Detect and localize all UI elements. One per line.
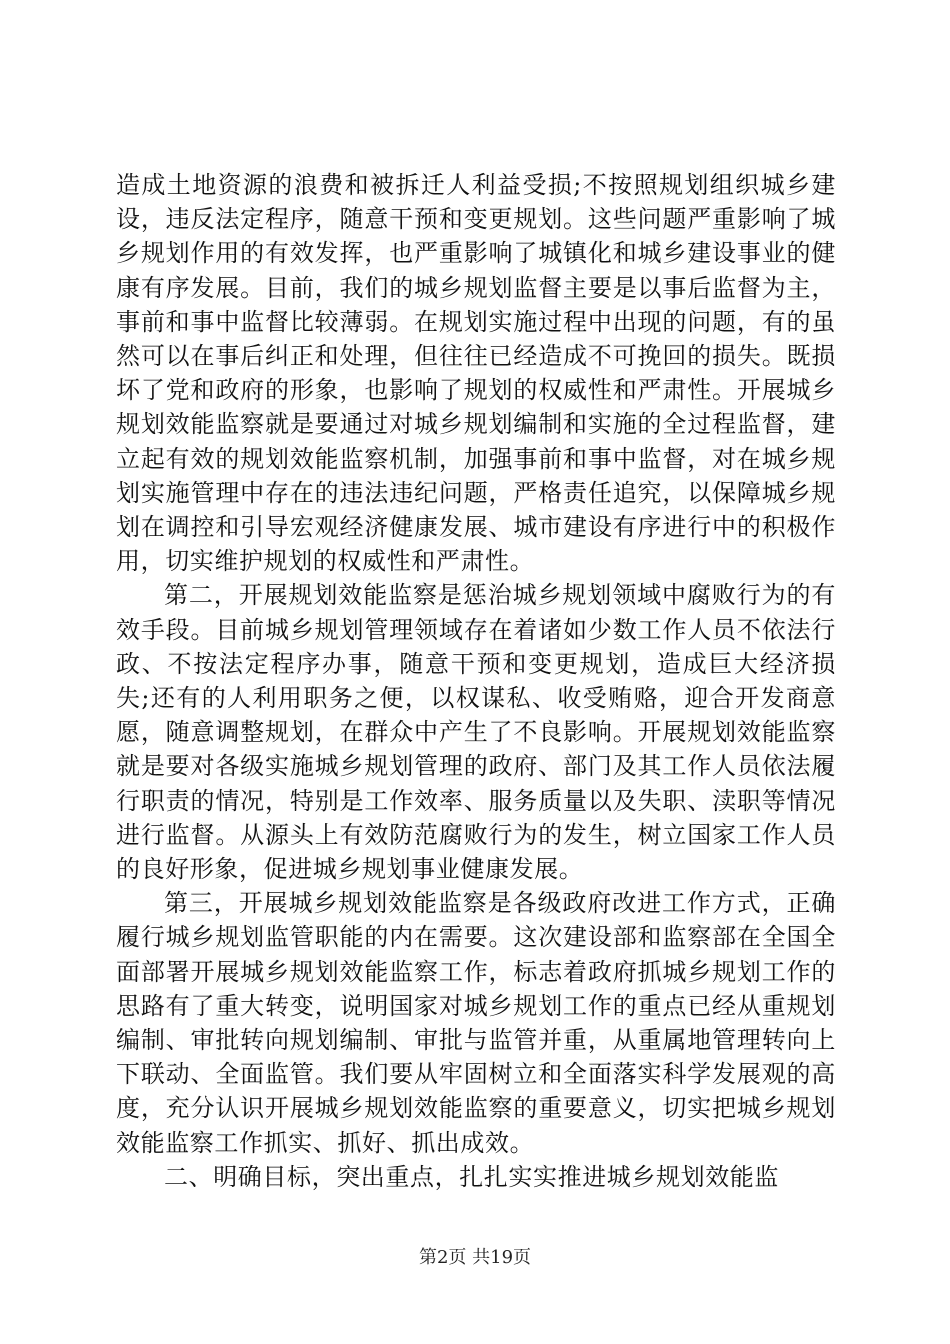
paragraph-continuation: 造成土地资源的浪费和被拆迁人利益受损;不按照规划组织城乡建设，违反法定程序，随意干预和变更规划。这些问题严重影响了城乡规划作用的有效发挥，也严重影响了城镇化和城乡建设事业的健康有序发展。目前，我们的城乡规划监督主要是以事后监督为主，事前和事中监督比较薄弱。在规划实施过程中出现的问题，有的虽然可以在事后纠正和处理，但往往已经造成不可挽回的损失。既损坏了党和政府的形象，也影响了规划的权威性和严肃性。开展城乡规划效能监察就是要通过对城乡规划编制和实施的全过程监督，建立起有效的规划效能监察机制，加强事前和事中监督，对在城乡规划实施管理中存在的违法违纪问题，严格责任追究，以保障城乡规划在调控和引导宏观经济健康发展、城市建设有序进行中的积极作用，切实维护规划的权威性和严肃性。 bbox=[116, 171, 836, 576]
document-body bbox=[116, 168, 836, 1194]
section-heading-two: 二、明确目标，突出重点，扎扎实实推进城乡规划效能监 bbox=[164, 1162, 779, 1191]
page-number-footer: 第2页 共19页 bbox=[418, 1247, 532, 1268]
paragraph-second-point: 第二，开展规划效能监察是惩治城乡规划领域中腐败行为的有效手段。目前城乡规划管理领域存在着诸如少数工作人员不依法行政、不按法定程序办事，随意干预和变更规划，造成巨大经济损失;还有的人利用职务之便，以权谋私、收受贿赂，迎合开发商意愿，随意调整规划，在群众中产生了不良影响。开展规划效能监察就是要对各级实施城乡规划管理的政府、部门及其工作人员依法履行职责的情况，特别是工作效率、服务质量以及失职、渎职等情况进行监督。从源头上有效防范腐败行为的发生，树立国家工作人员的良好形象，促进城乡规划事业健康发展。 bbox=[116, 581, 836, 884]
paragraph-third-point: 第三，开展城乡规划效能监察是各级政府改进工作方式，正确履行城乡规划监管职能的内在需要。这次建设部和监察部在全国全面部署开展城乡规划效能监察工作，标志着政府抓城乡规划工作的思路有了重大转变，说明国家对城乡规划工作的重点已经从重规划编制、审批转向规划编制、审批与监管并重，从重属地管理转向上下联动、全面监管。我们要从牢固树立和全面落实科学发展观的高度，充分认识开展城乡规划效能监察的重要意义，切实把城乡规划效能监察工作抓实、抓好、抓出成效。 bbox=[116, 889, 836, 1157]
